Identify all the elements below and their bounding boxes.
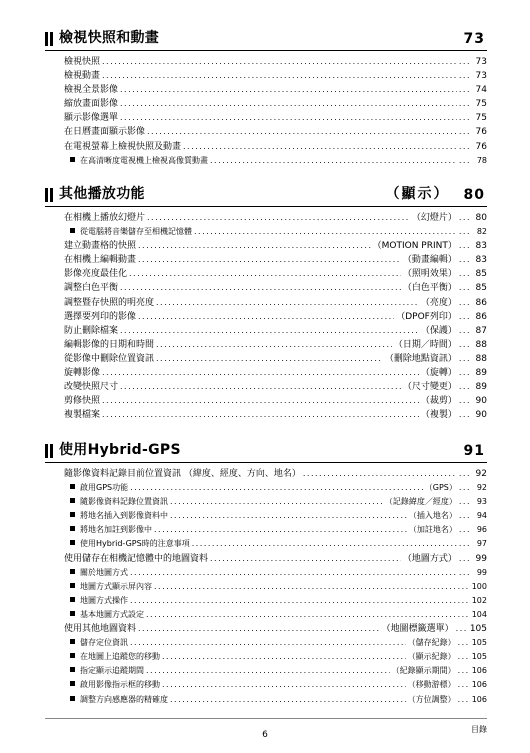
- toc-entry-list: [45, 467, 487, 707]
- toc-entry-title[interactable]: 隨影像資料記錄目前位置資訊 （緯度、經度、方向、地名）: [64, 469, 301, 479]
- dot-leader-tail: ...: [458, 553, 471, 563]
- toc-entry-title[interactable]: 顯示影像選單: [64, 113, 119, 124]
- toc-entry[interactable]: [45, 310, 487, 324]
- toc-entry-page-number[interactable]: 105: [469, 624, 487, 635]
- toc-entry-page-number[interactable]: 99: [475, 553, 487, 564]
- toc-entry-page-number[interactable]: 86: [475, 297, 487, 308]
- toc-entry-page-number[interactable]: 80: [475, 213, 487, 223]
- toc-entry-page-number[interactable]: 97: [476, 539, 487, 549]
- square-bullet-icon: [70, 611, 75, 616]
- square-bullet-icon: [70, 583, 75, 588]
- dot-leader-tail: ...: [457, 694, 470, 704]
- toc-entry[interactable]: [45, 296, 487, 310]
- square-bullet-icon: [70, 696, 75, 701]
- square-bullet-icon: [70, 597, 75, 602]
- toc-entry-page-number[interactable]: 90: [475, 396, 487, 407]
- toc-entry-menu-label: （刪除地點資訊）: [384, 353, 457, 364]
- toc-entry-title[interactable]: 隨影像資料記錄位置資訊: [80, 497, 168, 507]
- dot-leader-tail: ...: [458, 241, 471, 251]
- toc-entry-menu-label: （裁剪）: [420, 396, 457, 407]
- toc-entry[interactable]: [45, 467, 487, 481]
- dot-leader-tail: ...: [458, 269, 471, 279]
- footer-divider: [45, 718, 487, 719]
- toc-entry-menu-label: （顯示紀錄）: [407, 652, 456, 662]
- dot-leader: [210, 154, 457, 168]
- toc-entry-page-number[interactable]: 102: [471, 595, 487, 605]
- toc-entry-menu-label: （插入地名）: [408, 511, 457, 521]
- dot-leader: [130, 594, 456, 608]
- toc-entry-page-number[interactable]: 92: [476, 483, 487, 493]
- dot-leader-tail: ...: [458, 353, 471, 363]
- toc-subentry[interactable]: [45, 566, 487, 580]
- toc-subentry[interactable]: [45, 678, 487, 692]
- toc-entry[interactable]: [45, 394, 487, 408]
- toc-entry-title[interactable]: 在地圖上追蹤您的移動: [80, 652, 160, 662]
- toc-entry-title[interactable]: 編輯影像的日期和時間: [64, 339, 155, 350]
- dot-leader: [162, 678, 406, 692]
- square-bullet-icon: [70, 667, 75, 672]
- toc-subentry[interactable]: [45, 154, 487, 168]
- dot-leader-tail: ...: [457, 609, 470, 619]
- dot-leader: [170, 509, 407, 523]
- dot-leader-tail: ...: [458, 297, 471, 307]
- toc-entry[interactable]: [45, 338, 487, 352]
- section-page-number[interactable]: 91: [463, 443, 485, 459]
- toc-entry-menu-label: （亮度）: [420, 297, 457, 308]
- toc-entry-page-number[interactable]: 73: [475, 71, 487, 82]
- toc-entry-page-number[interactable]: 99: [476, 567, 487, 577]
- dot-leader: [120, 324, 419, 338]
- dot-leader: [154, 580, 456, 594]
- dot-leader: [210, 552, 401, 566]
- dot-leader: [162, 650, 406, 664]
- dot-leader: [130, 636, 406, 650]
- dot-leader-tail: ...: [458, 539, 471, 549]
- toc-entry-page-number[interactable]: 74: [475, 85, 487, 96]
- toc-entry-title[interactable]: 檢視全景影像: [64, 85, 119, 96]
- toc-entry[interactable]: [45, 408, 487, 422]
- section-marker-icon: [45, 188, 53, 202]
- toc-entry-menu-label: （方位調整）: [407, 694, 456, 704]
- toc-entry[interactable]: [45, 69, 487, 83]
- section-page-number[interactable]: 73: [463, 31, 485, 47]
- toc-entry-menu-label: （尺寸變更）: [402, 382, 457, 393]
- dot-leader-tail: ...: [458, 525, 471, 535]
- toc-entry-list: [45, 55, 487, 168]
- toc-entry-page-number[interactable]: 75: [475, 113, 487, 124]
- section-menu-label: （顯示）: [385, 186, 450, 202]
- dot-leader: [120, 83, 457, 97]
- toc-entry-page-number[interactable]: 96: [476, 525, 487, 535]
- dot-leader: [120, 111, 457, 125]
- dot-leader: [102, 366, 419, 380]
- toc-entry-page-number[interactable]: 85: [475, 269, 487, 280]
- dot-leader: [138, 239, 371, 253]
- toc-entry-menu-label: （日期／時間）: [393, 339, 457, 350]
- toc-entry[interactable]: [45, 267, 487, 281]
- dot-leader-tail: ...: [458, 227, 471, 237]
- toc-entry-title[interactable]: 啟用GPS功能: [80, 483, 129, 493]
- dot-leader-tail: ...: [458, 396, 471, 406]
- dot-leader: [303, 467, 457, 481]
- dot-leader: [156, 338, 392, 352]
- dot-leader: [154, 523, 407, 537]
- dot-leader-tail: ...: [458, 113, 471, 123]
- square-bullet-icon: [70, 498, 75, 503]
- toc-entry[interactable]: [45, 324, 487, 338]
- toc-entry-title[interactable]: 剪修快照: [64, 396, 101, 407]
- dot-leader-tail: ...: [458, 283, 471, 293]
- toc-subentry[interactable]: [45, 650, 487, 664]
- toc-entry[interactable]: [45, 211, 487, 225]
- toc-entry-page-number[interactable]: 82: [476, 227, 487, 237]
- toc-entry[interactable]: [45, 111, 487, 125]
- toc-entry-page-number[interactable]: 78: [476, 155, 487, 165]
- toc-entry-title[interactable]: 地圖方式操作: [80, 595, 128, 605]
- toc-entry-title[interactable]: 影像亮度最佳化: [64, 269, 128, 280]
- toc-entry-menu-label: （動畫編輯）: [402, 255, 457, 266]
- toc-entry-page-number[interactable]: 90: [475, 410, 487, 421]
- dot-leader-tail: ...: [458, 368, 471, 378]
- dot-leader-tail: ...: [458, 311, 471, 321]
- toc-entry-title[interactable]: 關於地圖方式: [80, 567, 128, 577]
- dot-leader-tail: ...: [455, 624, 468, 634]
- toc-entry-page-number[interactable]: 86: [475, 311, 487, 322]
- toc-entry-menu-label: （地圖標籤選單）: [381, 624, 454, 635]
- dot-leader-tail: ...: [457, 652, 470, 662]
- toc-entry-title[interactable]: 縮放畫面影像: [64, 99, 119, 110]
- toc-entry-title[interactable]: 防止刪除檔案: [64, 325, 119, 336]
- dot-leader-tail: ...: [458, 382, 471, 392]
- toc-entry-menu-label: （加註地名）: [408, 525, 457, 535]
- dot-leader: [138, 310, 394, 324]
- toc-entry-menu-label: （GPS）: [424, 483, 457, 493]
- toc-entry-title[interactable]: 建立動畫格的快照: [64, 241, 137, 252]
- toc-entry-title[interactable]: 將地名加註到影像中: [80, 525, 152, 535]
- toc-entry-title[interactable]: 在相機上播放幻燈片: [64, 213, 146, 223]
- toc-entry-menu-label: （DPOF列印）: [396, 311, 457, 322]
- toc-entry-menu-label: （移動游標）: [407, 680, 456, 690]
- dot-leader-tail: ...: [458, 71, 471, 81]
- toc-entry[interactable]: [45, 55, 487, 69]
- toc-entry-menu-label: （保護）: [420, 325, 457, 336]
- toc-entry-menu-label: （儲存紀錄）: [407, 638, 456, 648]
- toc-subentry[interactable]: [45, 537, 487, 551]
- toc-entry-title[interactable]: 基本地圖方式設定: [80, 609, 144, 619]
- toc-entry-menu-label: （記錄緯度／經度）: [384, 497, 457, 507]
- dot-leader: [102, 55, 457, 69]
- dot-leader-tail: ...: [458, 325, 471, 335]
- dot-leader: [130, 566, 457, 580]
- dot-leader-tail: ...: [458, 127, 471, 137]
- toc-entry-page-number[interactable]: 88: [475, 353, 487, 364]
- toc-subentry[interactable]: [45, 481, 487, 495]
- toc-entry-title[interactable]: 調整暨存快照的明亮度: [64, 297, 155, 308]
- toc-entry-menu-label: （紀錄顯示期間）: [391, 666, 456, 676]
- dot-leader-tail: ...: [458, 511, 471, 521]
- toc-entry-title[interactable]: 改變快照尺寸: [64, 382, 119, 393]
- toc-entry-title[interactable]: 在高清晰度電視機上檢視高像質動畫: [80, 155, 208, 165]
- dot-leader: [146, 664, 390, 678]
- toc-entry-title[interactable]: 將地名插入到影像資料中: [80, 511, 168, 521]
- toc-entry-page-number[interactable]: 94: [476, 511, 487, 521]
- square-bullet-icon: [70, 157, 75, 162]
- toc-entry[interactable]: [45, 622, 487, 636]
- dot-leader: [156, 296, 419, 310]
- dot-leader: [156, 352, 383, 366]
- toc-subentry[interactable]: [45, 225, 487, 239]
- dot-leader-tail: ...: [457, 595, 470, 605]
- toc-entry-menu-label: （MOTION PRINT）: [372, 241, 457, 252]
- square-bullet-icon: [70, 512, 75, 517]
- toc-entry-menu-label: （旋轉）: [420, 368, 457, 379]
- section-title[interactable]: 檢視快照和動畫: [59, 30, 160, 46]
- dot-leader-tail: ...: [458, 85, 471, 95]
- square-bullet-icon: [70, 540, 75, 545]
- toc-subentry[interactable]: [45, 495, 487, 509]
- toc-entry-page-number[interactable]: 106: [471, 680, 487, 690]
- section-page-number[interactable]: 80: [463, 187, 485, 203]
- dot-leader-tail: ...: [458, 255, 471, 265]
- dot-leader-tail: ...: [458, 339, 471, 349]
- dot-leader: [170, 495, 383, 509]
- toc-entry-title[interactable]: 檢視快照: [64, 57, 101, 67]
- dot-leader: [102, 408, 419, 422]
- toc-subentry[interactable]: [45, 594, 487, 608]
- dot-leader: [146, 608, 456, 622]
- toc-entry-page-number[interactable]: 89: [475, 382, 487, 393]
- toc-entry[interactable]: [45, 239, 487, 253]
- dot-leader-tail: ...: [458, 213, 471, 222]
- dot-leader: [138, 253, 401, 267]
- dot-leader: [120, 97, 457, 111]
- toc-entry-title[interactable]: 選擇要列印的影像: [64, 311, 137, 322]
- toc-entry-page-number[interactable]: 100: [471, 581, 487, 591]
- footer-page-number: 6: [262, 730, 268, 740]
- toc-subentry[interactable]: [45, 580, 487, 594]
- toc-entry-title[interactable]: 調整方向感應器的精確度: [80, 694, 168, 704]
- dot-leader-tail: ...: [457, 666, 470, 676]
- toc-entry-title[interactable]: 啟用影像指示框的移動: [80, 680, 160, 690]
- square-bullet-icon: [70, 639, 75, 644]
- toc-entry-page-number[interactable]: 73: [475, 57, 487, 67]
- dot-leader-tail: ...: [458, 155, 471, 165]
- toc-entry-page-number[interactable]: 76: [475, 141, 487, 152]
- toc-entry-page-number[interactable]: 88: [475, 339, 487, 350]
- toc-entry-page-number[interactable]: 85: [475, 283, 487, 294]
- section-header: [45, 440, 487, 463]
- toc-entry[interactable]: [45, 253, 487, 267]
- toc-entry[interactable]: [45, 552, 487, 566]
- dot-leader: [120, 380, 401, 394]
- section-header: [45, 28, 487, 51]
- toc-entry-page-number[interactable]: 104: [471, 609, 487, 619]
- dot-leader: [183, 140, 457, 154]
- dot-leader-tail: ...: [458, 497, 471, 507]
- toc-entry-title[interactable]: 在日曆畫面顯示影像: [64, 127, 146, 138]
- toc-entry[interactable]: [45, 83, 487, 97]
- section-title[interactable]: 其他播放功能: [59, 186, 145, 202]
- dot-leader: [102, 69, 457, 83]
- toc-entry-title[interactable]: 複製檔案: [64, 410, 101, 421]
- dot-leader-tail: ...: [457, 638, 470, 648]
- toc-entry[interactable]: [45, 281, 487, 295]
- toc-subentry[interactable]: [45, 608, 487, 622]
- toc-entry[interactable]: [45, 125, 487, 139]
- toc-entry-page-number[interactable]: 106: [471, 694, 487, 704]
- dot-leader-tail: ...: [457, 680, 470, 690]
- toc-subentry[interactable]: [45, 636, 487, 650]
- toc-entry-title[interactable]: 調整白色平衡: [64, 283, 119, 294]
- toc-entry-title[interactable]: 地圖方式顯示屏內容: [80, 581, 152, 591]
- section-title[interactable]: 使用Hybrid-GPS: [59, 442, 181, 458]
- section-marker-icon: [45, 32, 53, 46]
- toc-entry-list: [45, 211, 487, 422]
- toc-entry-page-number[interactable]: 75: [475, 99, 487, 110]
- toc-subentry[interactable]: [45, 664, 487, 678]
- square-bullet-icon: [70, 569, 75, 574]
- toc-entry-page-number[interactable]: 93: [476, 497, 487, 507]
- toc-section-hybrid-gps: [45, 440, 487, 707]
- toc-entry-menu-label: （複製）: [420, 410, 457, 421]
- toc-entry-page-number[interactable]: 76: [475, 127, 487, 138]
- dot-leader-tail: ...: [458, 57, 471, 66]
- toc-entry-page-number[interactable]: 105: [471, 638, 487, 648]
- toc-entry[interactable]: [45, 352, 487, 366]
- toc-entry-page-number[interactable]: 92: [475, 469, 487, 479]
- toc-entry-title[interactable]: 使用儲存在相機記憶體中的地圖資料: [64, 553, 209, 564]
- toc-entry-title[interactable]: 使用其他地圖資料: [64, 624, 137, 635]
- toc-entry-title[interactable]: 指定顯示追蹤期間: [80, 666, 144, 676]
- toc-entry-title[interactable]: 旋轉影像: [64, 368, 101, 379]
- dot-leader: [120, 281, 401, 295]
- toc-section-other-playback: [45, 184, 487, 422]
- toc-entry-title[interactable]: 在相機上編輯動畫: [64, 255, 137, 266]
- toc-entry-title[interactable]: 從影像中刪除位置資訊: [64, 353, 155, 364]
- dot-leader-tail: ...: [458, 99, 471, 109]
- toc-entry-page-number[interactable]: 105: [471, 652, 487, 662]
- toc-entry-title[interactable]: 從電腦將音樂儲存至相機記憶體: [80, 227, 192, 237]
- dot-leader: [194, 225, 457, 239]
- toc-entry-page-number[interactable]: 87: [475, 325, 487, 336]
- dot-leader: [147, 211, 410, 225]
- toc-entry-page-number[interactable]: 83: [475, 241, 487, 252]
- dot-leader: [170, 693, 406, 707]
- dot-leader: [192, 537, 457, 551]
- dot-leader: [130, 481, 423, 495]
- toc-entry-title[interactable]: 儲存定位資訊: [80, 638, 128, 648]
- dot-leader-tail: ...: [458, 410, 471, 420]
- toc-entry-title[interactable]: 在電視螢幕上檢視快照及動畫: [64, 141, 182, 152]
- dot-leader-tail: ...: [458, 567, 471, 577]
- toc-entry[interactable]: [45, 97, 487, 111]
- dot-leader: [102, 394, 419, 408]
- toc-subentry[interactable]: [45, 523, 487, 537]
- toc-entry-page-number[interactable]: 106: [471, 666, 487, 676]
- square-bullet-icon: [70, 484, 75, 489]
- square-bullet-icon: [70, 228, 75, 233]
- footer-toc-link[interactable]: 目錄: [471, 725, 487, 734]
- toc-entry-menu-label: （白色平衡）: [402, 283, 457, 294]
- dot-leader: [129, 267, 401, 281]
- toc-section-playback: [45, 28, 487, 168]
- toc-entry-menu-label: （幻燈片）: [411, 213, 457, 223]
- toc-entry[interactable]: [45, 140, 487, 154]
- dot-leader-tail: ...: [458, 483, 471, 493]
- toc-entry-menu-label: （地圖方式）: [402, 553, 457, 564]
- dot-leader-tail: ...: [458, 141, 471, 151]
- square-bullet-icon: [70, 526, 75, 531]
- square-bullet-icon: [70, 681, 75, 686]
- toc-entry-page-number[interactable]: 83: [475, 255, 487, 266]
- toc-entry[interactable]: [45, 380, 487, 394]
- toc-entry-menu-label: （照明效果）: [402, 269, 457, 280]
- toc-entry[interactable]: [45, 366, 487, 380]
- dot-leader: [138, 622, 380, 636]
- toc-entry-title[interactable]: 檢視動畫: [64, 71, 101, 82]
- square-bullet-icon: [70, 653, 75, 658]
- section-header: [45, 184, 487, 207]
- toc-entry-page-number[interactable]: 89: [475, 368, 487, 379]
- dot-leader-tail: ...: [458, 469, 471, 478]
- dot-leader: [147, 125, 457, 139]
- section-marker-icon: [45, 444, 53, 458]
- dot-leader-tail: ...: [457, 581, 470, 591]
- toc-entry-title[interactable]: 使用Hybrid-GPS時的注意事項: [80, 539, 190, 549]
- toc-subentry[interactable]: [45, 693, 487, 707]
- toc-subentry[interactable]: [45, 509, 487, 523]
